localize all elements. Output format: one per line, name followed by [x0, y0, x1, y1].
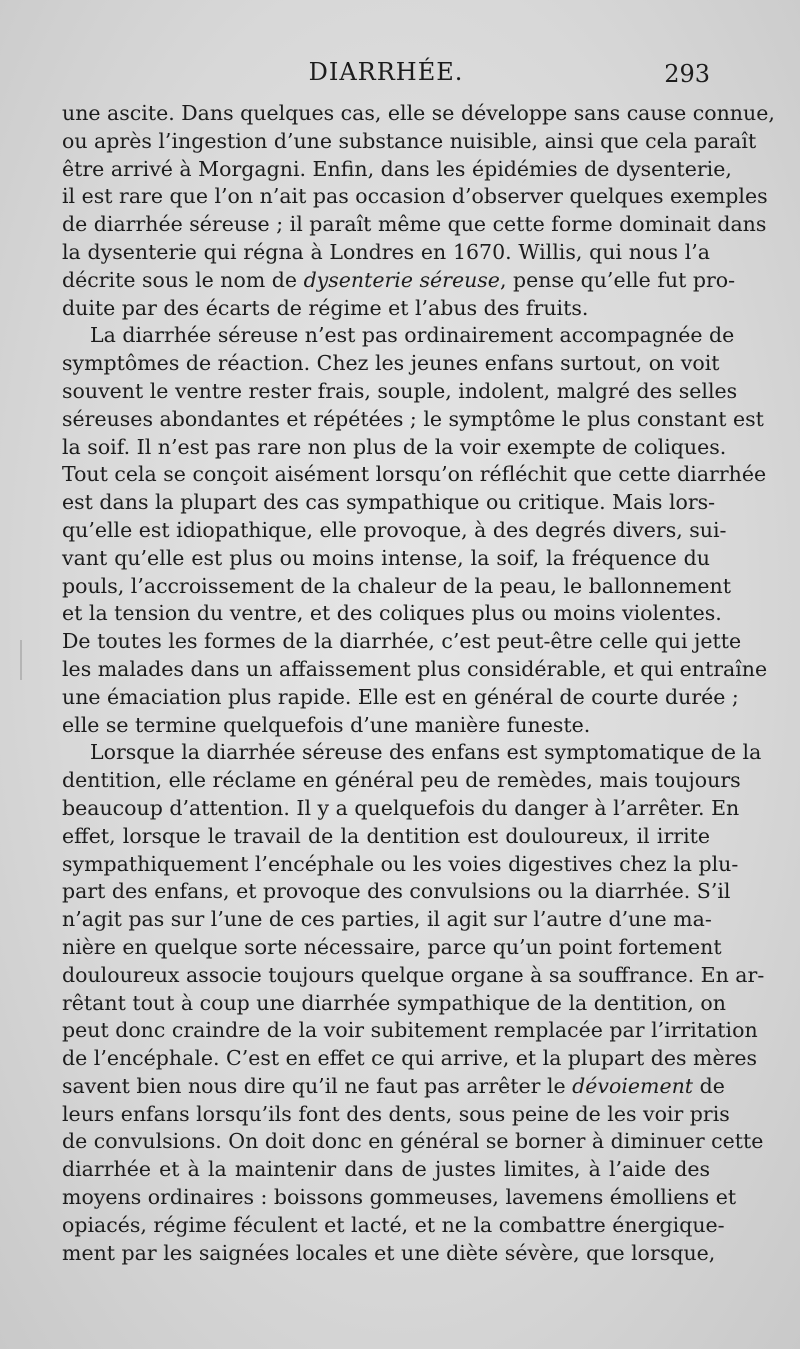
italic-term: dysenterie séreuse — [303, 267, 500, 292]
body-text — [62, 100, 775, 1267]
text-line: La diarrhée séreuse n’est pas ordinairement accompagnée de — [90, 323, 735, 348]
text-line: la soif. Il n’est pas rare non plus de la voir exempte de coliques. — [62, 434, 727, 459]
text-line: ment par les saignées locales et une diète sévère, que lorsque, — [62, 1240, 716, 1265]
text-line: nière en quelque sorte nécessaire, parce qu’un point fortement — [62, 934, 722, 959]
text-line: les malades dans un affaissement plus considérable, et qui entraîne — [62, 656, 768, 681]
text-line: de convulsions. On doit donc en général se borner à diminuer cette — [62, 1129, 764, 1154]
text-line: de l’encéphale. C’est en effet ce qui arrive, et la plupart des mères — [62, 1046, 758, 1071]
text-line: diarrhée et à la maintenir dans de justes limites, à l’aide des — [62, 1157, 710, 1182]
text-line: Tout cela se conçoit aisément lorsqu’on réfléchit que cette diarrhée — [62, 462, 767, 487]
text-line: peut donc craindre de la voir subitement remplacée par l’irritation — [62, 1018, 758, 1043]
text-line — [62, 1073, 725, 1101]
margin-mark — [20, 640, 22, 680]
running-title: DIARRHÉE. — [308, 58, 464, 86]
text-line: douloureux associe toujours quelque organe à sa souffrance. En ar- — [62, 962, 765, 987]
text-line: sympathiquement l’encéphale ou les voies digestives chez la plu- — [62, 851, 739, 876]
text-line: ou après l’ingestion d’une substance nuisible, ainsi que cela paraît — [62, 128, 757, 153]
text-line: symptômes de réaction. Chez les jeunes enfans surtout, on voit — [62, 351, 720, 376]
text-line: rêtant tout à coup une diarrhée sympathique de la dentition, on — [62, 990, 726, 1015]
text-line: est dans la plupart des cas sympathique ou critique. Mais lors- — [62, 490, 716, 515]
text-line: et la tension du ventre, et des coliques plus ou moins violentes. — [62, 601, 722, 626]
text-segment: décrite sous le nom de — [62, 267, 304, 292]
text-line: pouls, l’accroissement de la chaleur de la peau, le ballonnement — [62, 573, 731, 598]
text-line: elle se termine quelquefois d’une manière funeste. — [62, 712, 591, 737]
text-line: dentition, elle réclame en général peu de remèdes, mais toujours — [62, 768, 741, 793]
text-line: Lorsque la diarrhée séreuse des enfans est symptomatique de la — [90, 740, 762, 765]
text-line: de diarrhée séreuse ; il paraît même que cette forme dominait dans — [62, 212, 767, 237]
text-line: séreuses abondantes et répétées ; le symptôme le plus constant est — [62, 406, 764, 431]
text-line: leurs enfans lorsqu’ils font des dents, sous peine de les voir pris — [62, 1101, 730, 1126]
text-line: part des enfans, et provoque des convulsions ou la diarrhée. S’il — [62, 879, 731, 904]
text-line: une ascite. Dans quelques cas, elle se développe sans cause connue, — [62, 101, 775, 125]
text-line — [62, 267, 736, 295]
page-header — [62, 58, 710, 94]
text-line: moyens ordinaires : boissons gommeuses, lavemens émolliens et — [62, 1185, 737, 1210]
text-line: qu’elle est idiopathique, elle provoque, à des degrés divers, sui- — [62, 517, 727, 542]
text-line: être arrivé à Morgagni. Enfin, dans les épidémies de dysenterie, — [62, 156, 732, 181]
text-line: n’agit pas sur l’une de ces parties, il agit sur l’autre d’une ma- — [62, 907, 712, 932]
page-number: 293 — [664, 60, 710, 88]
text-segment: , pense qu’elle fut pro- — [499, 267, 736, 292]
text-line: De toutes les formes de la diarrhée, c’est peut-être celle qui jette — [62, 629, 742, 654]
text-line: beaucoup d’attention. Il y a quelquefois du danger à l’arrêter. En — [62, 795, 740, 820]
text-line: une émaciation plus rapide. Elle est en général de courte durée ; — [62, 684, 739, 709]
text-segment: savent bien nous dire qu’il ne faut pas arrêter le — [62, 1073, 573, 1098]
italic-term: dévoiement — [572, 1073, 694, 1098]
text-line: effet, lorsque le travail de la dentition est douloureux, il irrite — [62, 823, 710, 848]
text-line: souvent le ventre rester frais, souple, indolent, malgré des selles — [62, 378, 738, 403]
text-line: duite par des écarts de régime et l’abus des fruits. — [62, 295, 589, 320]
text-line: opiacés, régime féculent et lacté, et ne la combattre énergique- — [62, 1212, 725, 1237]
text-line: la dysenterie qui régna à Londres en 1670. Willis, qui nous l’a — [62, 239, 710, 264]
text-line: il est rare que l’on n’ait pas occasion d’observer quelques exemples — [62, 184, 768, 209]
text-line: vant qu’elle est plus ou moins intense, la soif, la fréquence du — [62, 545, 710, 570]
text-segment: de — [693, 1073, 725, 1098]
